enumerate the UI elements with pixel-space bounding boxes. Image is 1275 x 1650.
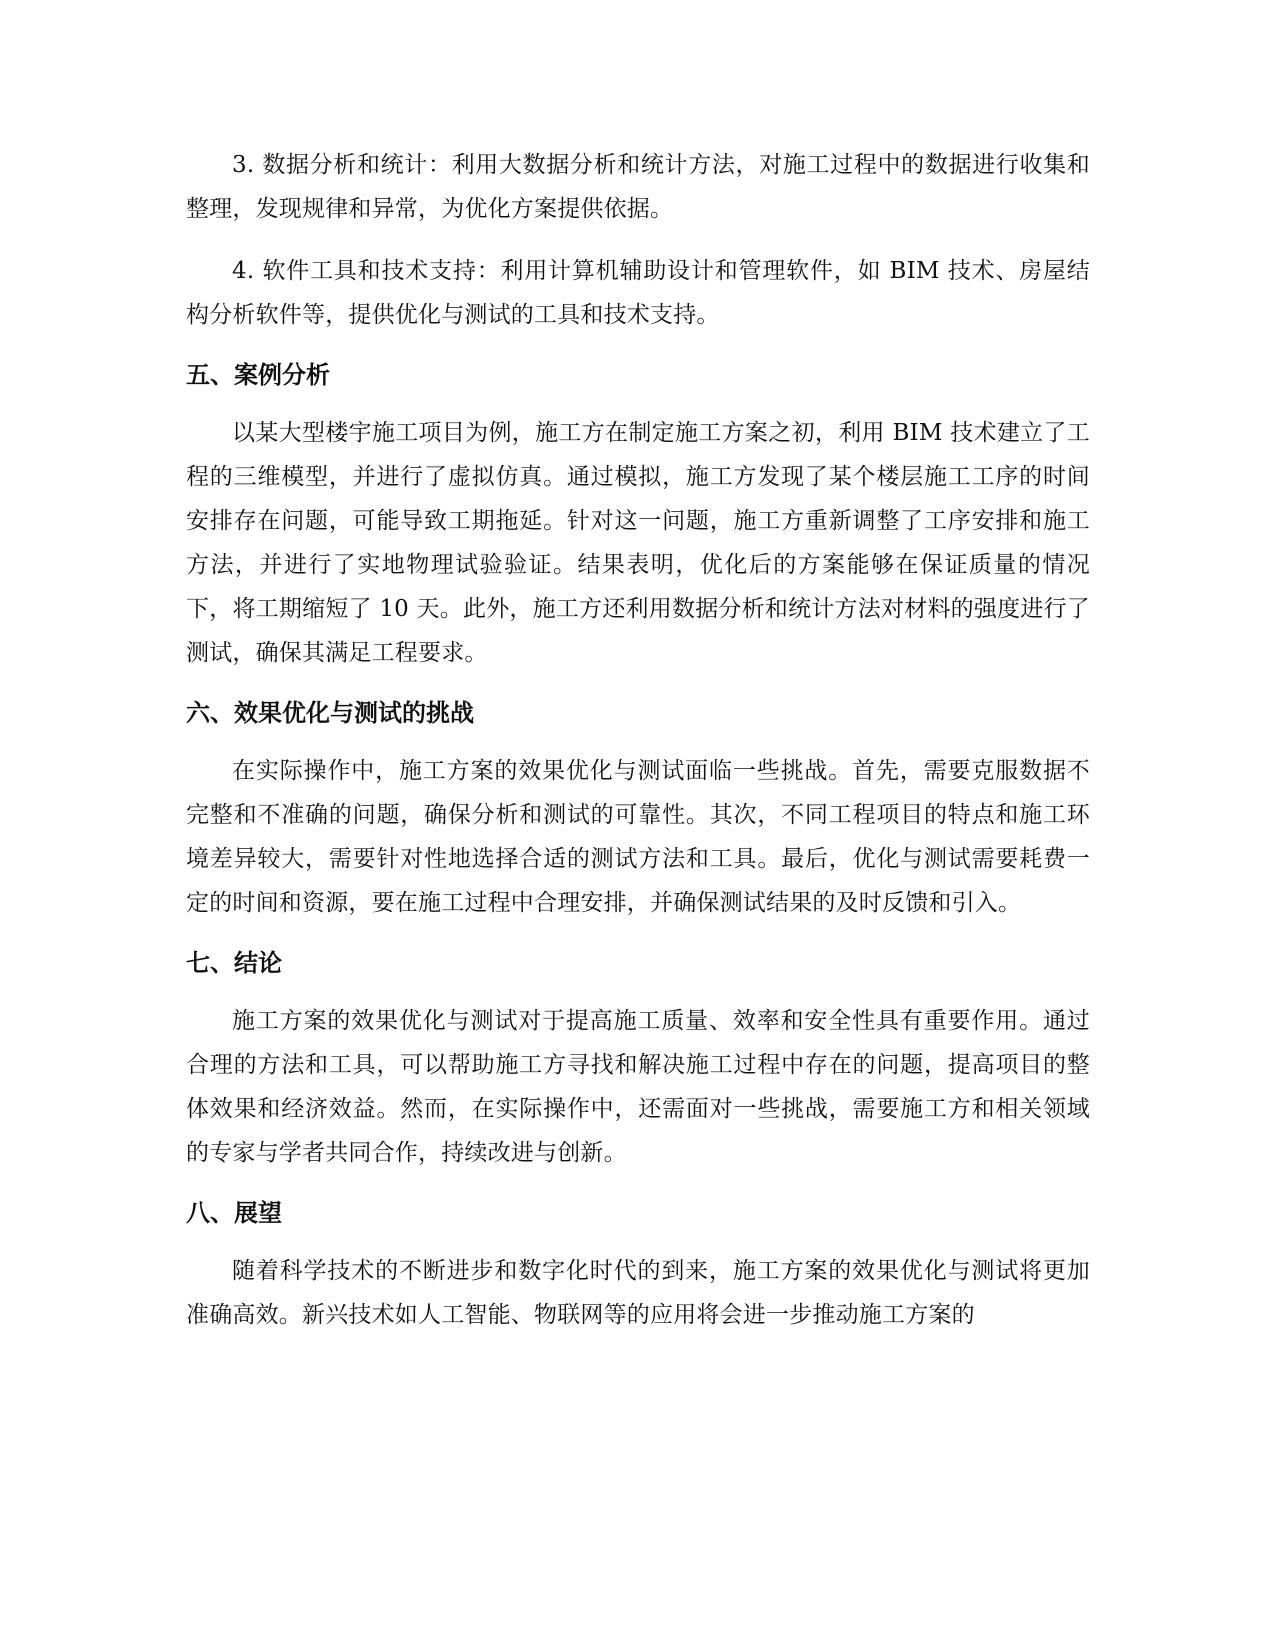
paragraph-case-study: 以某大型楼宇施工项目为例，施工方在制定施工方案之初，利用 BIM 技术建立了工程的三维模型，并进行了虚拟仿真。通过模拟，施工方发现了某个楼层施工工序的时间安排存在问题，可能导致工期拖延。针对这一问题，施工方重新调整了工序安排和施工方法，并进行了实地物理试验验证。结果表明，优化后的方案能够在保证质量的情况下，将工期缩短了 10 天。此外，施工方还利用数据分析和统计方法对材料的强度进行了测试，确保其满足工程要求。 [186,420,1090,666]
paragraph-outlook: 随着科学技术的不断进步和数字化时代的到来，施工方案的效果优化与测试将更加准确高效。新兴技术如人工智能、物联网等的应用将会进一步推动施工方案的 [186,1258,1090,1328]
heading-challenges: 六、效果优化与测试的挑战 [186,699,474,727]
paragraph-data-analysis: 3. 数据分析和统计：利用大数据分析和统计方法，对施工过程中的数据进行收集和整理，发现规律和异常，为优化方案提供依据。 [186,152,1090,222]
paragraph-challenges: 在实际操作中，施工方案的效果优化与测试面临一些挑战。首先，需要克服数据不完整和不准确的问题，确保分析和测试的可靠性。其次，不同工程项目的特点和施工环境差异较大，需要针对性地选择合适的测试方法和工具。最后，优化与测试需要耗费一定的时间和资源，要在施工过程中合理安排，并确保测试结果的及时反馈和引入。 [186,758,1090,916]
heading-outlook: 八、展望 [186,1199,282,1227]
paragraph-software-tools: 4. 软件工具和技术支持：利用计算机辅助设计和管理软件，如 BIM 技术、房屋结构分析软件等，提供优化与测试的工具和技术支持。 [186,258,1090,328]
heading-case-study: 五、案例分析 [186,361,330,389]
paragraph-conclusion: 施工方案的效果优化与测试对于提高施工质量、效率和安全性具有重要作用。通过合理的方法和工具，可以帮助施工方寻找和解决施工过程中存在的问题，提高项目的整体效果和经济效益。然而，在实际操作中，还需面对一些挑战，需要施工方和相关领域的专家与学者共同合作，持续改进与创新。 [186,1008,1090,1166]
heading-conclusion: 七、结论 [186,949,282,977]
document-page [186,143,1090,1355]
